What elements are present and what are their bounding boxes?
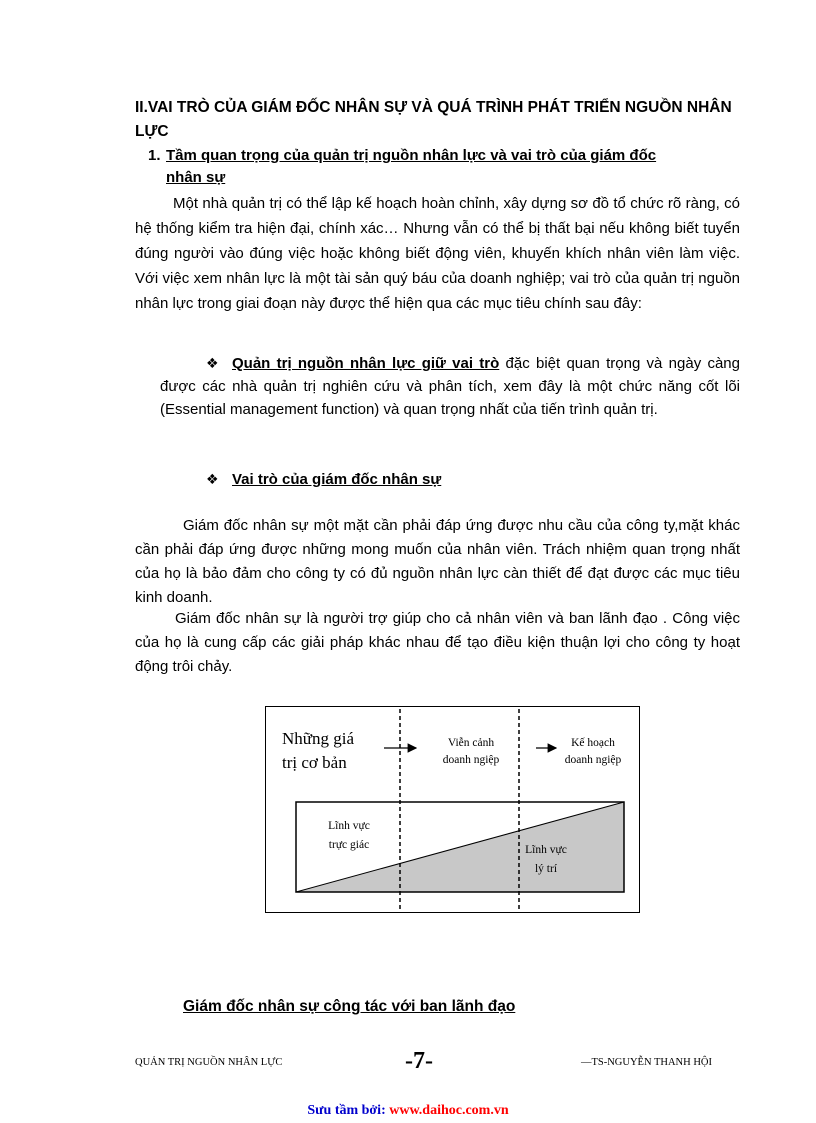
paragraph-intro: Một nhà quản trị có thể lập kế hoạch hoàn chỉnh, xây dựng sơ đồ tổ chức rõ ràng, có hệ thống kiểm tra hiện đại, chính xác… Nhưng vẫn có thể bị thất bại nếu không biết tuyển đúng người vào đúng việc hoặc không biết động viên, khuyến khích nhân viên làm việc. Với việc xem nhân lực là một tài sản quý báu của doanh nghiệp; vai trò của quản trị nguồn nhân lực trong giai đoạn này được thể hiện qua các mục tiêu chính sau đây: bbox=[135, 195, 740, 312]
footer-page-number: -7- bbox=[405, 1048, 433, 1074]
bullet-item-hr-role bbox=[160, 352, 740, 421]
paragraph-director-needs: Giám đốc nhân sự một mặt cần phải đáp ứng được nhu cầu của công ty,mặt khác cần phải đáp ứng được những mong muốn của nhân viên. Trách nhiệm quan trọng nhất của họ là bảo đảm cho công ty có đủ nguồn nhân lực càn thiết để đạt được các mục tiêu kinh doanh. bbox=[135, 517, 740, 606]
diagram-intuition-label: Lĩnh vực trực giác bbox=[328, 820, 370, 851]
diagram-core-values-label: Những giá trị cơ bản bbox=[282, 729, 355, 772]
bullet-item-director-role bbox=[160, 468, 740, 491]
diagram-rational-label: Lĩnh vực lý trí bbox=[525, 844, 567, 875]
bullet-diamond-icon: ❖ bbox=[206, 355, 219, 371]
page-footer bbox=[135, 1048, 740, 1076]
heading-director-with-leadership: Giám đốc nhân sự công tác với ban lãnh đạo bbox=[183, 998, 516, 1015]
bullet-text-hr-role: đặc biệt quan trọng và ngày càng được các nhà quản trị nghiên cứu và phân tích, xem đây là một chức năng cốt lõi (Essential management function) và quan trọng nhất của tiến trình quản trị. bbox=[160, 355, 740, 418]
subsection-title bbox=[148, 145, 738, 189]
subsection-title-line1: Tầm quan trọng của quản trị nguồn nhân lực và vai trò của giám đốc bbox=[166, 147, 657, 164]
diagram-plan-label: Kế hoạch doanh ngiệp bbox=[564, 737, 622, 766]
source-label: Sưu tầm bởi: bbox=[307, 1103, 390, 1118]
source-link[interactable]: www.daihoc.com.vn bbox=[389, 1103, 509, 1118]
paragraph-director-support: Giám đốc nhân sự là người trợ giúp cho cả nhân viên và ban lãnh đạo . Công việc của họ là cung cấp các giải pháp khác nhau để tạo điều kiện thuận lợi cho công ty hoạt động trôi chảy. bbox=[135, 610, 740, 675]
strategy-diagram bbox=[265, 706, 640, 913]
bullet-lead-director-role: Vai trò của giám đốc nhân sự bbox=[232, 471, 442, 488]
subsection-number: 1. bbox=[148, 147, 161, 164]
source-credit bbox=[0, 1103, 816, 1119]
footer-course-title: QUẢN TRỊ NGUỒN NHÂN LỰC bbox=[135, 1057, 283, 1068]
bullet-diamond-icon: ❖ bbox=[206, 471, 219, 487]
footer-author: —TS-NGUYỄN THANH HỘI bbox=[580, 1057, 712, 1068]
section-title: II.VAI TRÒ CỦA GIÁM ĐỐC NHÂN SỰ VÀ QUÁ TRÌNH PHÁT TRIỂN NGUỒN NHÂN LỰC bbox=[135, 99, 732, 140]
bullet-lead-hr-role: Quản trị nguồn nhân lực giữ vai trò bbox=[232, 355, 500, 372]
diagram-vision-label: Viễn cảnh doanh ngiệp bbox=[442, 737, 500, 766]
subsection-title-line2: nhân sự bbox=[166, 169, 226, 186]
